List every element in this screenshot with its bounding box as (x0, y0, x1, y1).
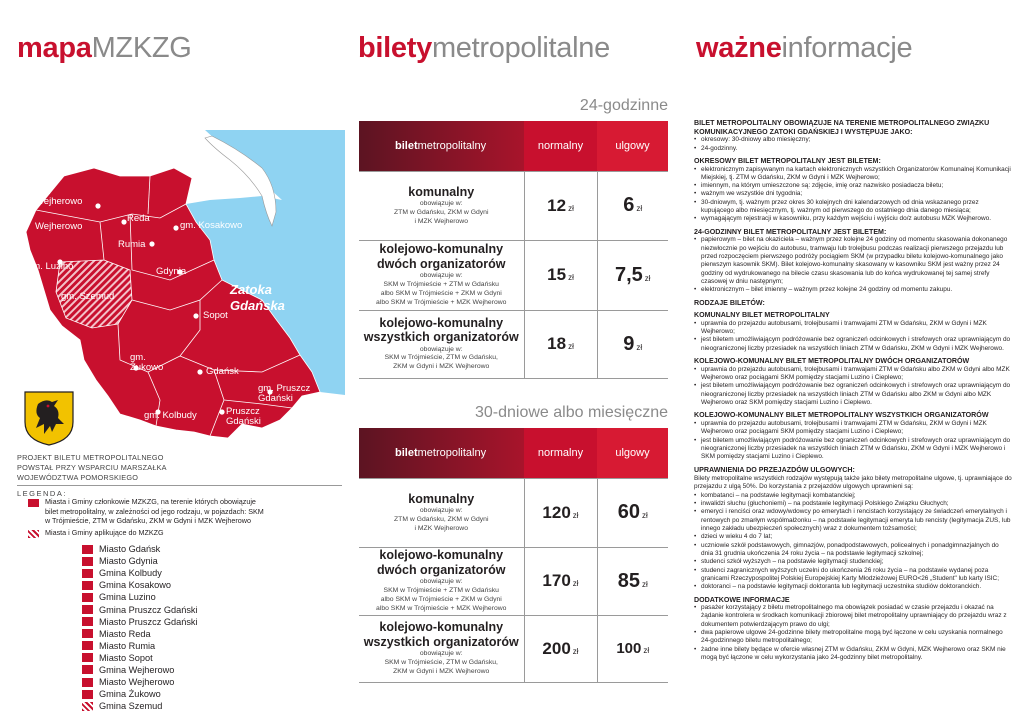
map-label-sopot: Sopot (203, 310, 228, 321)
info-list-item: • jest biletem umożliwiającym podróżowanie bez ograniczeń odcinkowych i strefowych oraz uprawniającym do nieograniczonej liczby przesiadek na wszystkich liniach ZTM w Gdańsku, ZKM w Gdyni i MZK Wejherowo. (694, 336, 1012, 353)
info-list-item: • uczniowie szkół podstawowych, gimnazjów, ponadpodstawowych, policealnych i ponadgimnazjalnych do dnia 31 grudnia ukończenia 24 roku życia – na podstawie legitymacji szkolnej; (694, 542, 1012, 559)
place-item: Miasto Wejherowo (82, 676, 198, 688)
info-list-item: • studenci zagranicznych wyższych uczelni do ukończenia 26 roku życia – na podstawie wydanej poza granicami Rzeczypospolitej Polskiej Europejskiej Karty Młodzieżowej EURO<26 „Student" lub karty ISIC; (694, 567, 1012, 584)
map-label-reda: Reda (127, 213, 150, 224)
info-list-item: • uprawnia do przejazdu autobusami, trolejbusami i tramwajami ZTM w Gdańsku albo ZKM w Gdyni albo MZK Wejherowo oraz pociągami SKM pomiędzy stacjami Luzino i Cieplewo; (694, 366, 1012, 383)
info-list-item: • inwalidzi słuchu (głuchoniemi) – na podstawie legitymacji Polskiego Związku Głuchych; (694, 500, 1012, 508)
info-list (694, 420, 1012, 462)
tickets-heading: biletymetropolitalne (358, 32, 610, 64)
info-list-item: • żadne inne bilety będące w ofercie własnej ZTM w Gdańsku, ZKM w Gdyni, MZK Wejherowo oraz SKM nie mogą być łączone w celu wykorzystania jako 24-godzinny bilet metropolitalny. (694, 646, 1012, 663)
daily-caption: 24-godzinne (579, 97, 668, 114)
info-list (694, 236, 1012, 294)
legend-applying-text: Miasta i Gminy aplikujące do MZKZG (45, 528, 164, 537)
info-list-item: • jest biletem umożliwiającym podróżowanie bez ograniczeń odcinkowych i strefowych oraz uprawniającym do nieograniczonej liczby przesiadek na wszystkich liniach ZTM w Gdańsku albo ZKM w Gdyni albo MZK Wejherowo oraz SKM pomiędzy stacjami Luzino i Cieplewo. (694, 382, 1012, 407)
info-list-item: • jest biletem umożliwiającym podróżowanie bez ograniczeń odcinkowych i strefowych oraz uprawniającym do nieograniczonej liczby przesiadek na wszystkich liniach ZTM w Gdańsku, ZKM w Gdyni i MZK Wejherowo i SKM pomiędzy stacjami Luzino i Cieplewo. (694, 437, 1012, 462)
place-item: Gmina Luzino (82, 591, 198, 603)
map-label-gm-kolbudy: gm. Kolbudy (144, 410, 197, 421)
info-section-text: Bilety metropolitalne wszystkich rodzajów występują także jako bilety metropolitalne ulgowe, tj. uprawniające do przejazdu z ulgą 50%. Do korzystania z przejazdów ulgowych uprawnieni są: (694, 475, 1012, 491)
map-label-gm-kosakowo: gm. Kosakowo (180, 220, 243, 231)
info-section-title: 24-GODZINNY BILET METROPOLITALNY JEST BILETEM: (694, 227, 887, 236)
sea-label-line1: Zatoka (230, 282, 272, 297)
place-item: Gmina Wejherowo (82, 664, 198, 676)
info-section-title: KOLEJOWO-KOMUNALNY BILET METROPOLITALNY DWÓCH ORGANIZATORÓW (694, 357, 970, 366)
legend-member (28, 497, 264, 526)
info-list (694, 492, 1012, 592)
place-item: Miasto Gdańsk (82, 543, 198, 555)
monthly-caption: 30-dniowe albo miesięczne (475, 404, 668, 421)
info-list-item: • kombatanci – na podstawie legitymacji kombatanckiej; (694, 492, 1012, 500)
table-row: komunalny obowiązuje w: ZTM w Gdańsku, ZKM w Gdyni i MZK Wejherowo 120 zł 60 zł (359, 478, 668, 547)
monthly-ticket-table (359, 428, 668, 683)
info-list-item: • emeryci i renciści oraz wdowy/wdowcy po emerytach i rencistach korzystający ze świadczeń emerytalnych i rentowych po zmarłym współmałżonku – na podstawie legitymacji emeryta lub rencisty (legitymacja ZUS, lub innego zakładu ubezpieczeń społecznych) wraz z dokumentem tożsamości; (694, 508, 1012, 533)
map-label-gm-wejherowo: gm. Wejherowo (35, 186, 83, 208)
place-item: Miasto Rumia (82, 640, 198, 652)
place-item: Gmina Szemud (82, 700, 198, 712)
info-list-item: • 24-godzinny. (694, 145, 1012, 153)
info-section-title: BILET METROPOLITALNY OBOWIĄZUJE NA TERENIE METROPOLITALNEGO ZWIĄZKU KOMUNIKACYJNEGO ZATOKI GDAŃSKIEJ I WYSTĘPUJE JAKO: (694, 119, 990, 136)
map-label-gm-pruszcz: gm. Pruszcz Gdański (258, 383, 311, 405)
info-list (694, 166, 1012, 224)
col-header-ticket: biletmetropolitalny (359, 121, 524, 171)
table-row: kolejowo-komunalny dwóch organizatorów obowiązuje w: SKM w Trójmieście + ZTM w Gdańsku albo SKM w Trójmieście + ZKM w Gdyni albo SKM w Trójmieście + MZK Wejherowo 170 zł 85 zł (359, 547, 668, 615)
col-header-normal: normalny (524, 428, 597, 478)
legend-applying-swatch (28, 530, 39, 538)
map-column (0, 0, 345, 725)
pomorskie-crest-logo (22, 390, 76, 446)
info-list-item: • imiennym, na którym umieszczone są: zdjęcie, imię oraz nazwisko posiadacza biletu; (694, 182, 1012, 190)
info-list-item: • dzieci w wieku 4 do 7 lat; (694, 533, 1012, 541)
col-header-reduced: ulgowy (597, 121, 668, 171)
info-section-title: RODZAJE BILETÓW: (694, 298, 765, 307)
info-list-item: • okresowy: 30-dniowy albo miesięczny; (694, 136, 1012, 144)
map-label-gm-zukowo: gm. Żukowo (130, 352, 164, 374)
info-heading: ważneinformacje (696, 32, 913, 64)
info-list-item: • doktoranci – na podstawie legitymacji doktoranta lub legitymacji uczestnika studiów doktoranckich. (694, 583, 1012, 591)
place-item: Miasto Sopot (82, 652, 198, 664)
place-item: Miasto Reda (82, 628, 198, 640)
legend-title: LEGENDA: (17, 485, 342, 498)
map-label-gdynia: Gdynia (156, 266, 187, 277)
info-section-title: OKRESOWY BILET METROPOLITALNY JEST BILETEM: (694, 156, 881, 165)
info-list-item: • ważnym we wszystkie dni tygodnia; (694, 190, 1012, 198)
info-list-item: • studenci szkół wyższych – na podstawie legitymacji studenckiej; (694, 558, 1012, 566)
info-section-title: UPRAWNIENIA DO PRZEJAZDÓW ULGOWYCH: (694, 465, 855, 474)
map-label-pruszcz: Pruszcz Gdański (226, 406, 261, 428)
map-heading: mapaMZKZG (17, 32, 192, 64)
info-section-title: DODATKOWE INFORMACJE (694, 595, 790, 604)
legend-member-text: Miasta i Gminy członkowie MZKZG, na terenie których obowiązuje bilet metropolitalny, w zależności od jego rodzaju, w pojazdach: SKM w Trójmieście, ZTM w Gdańsku, ZKM w Gdyni i MZK Wejherowo (45, 497, 264, 526)
place-item: Gmina Kolbudy (82, 567, 198, 579)
place-item: Miasto Gdynia (82, 555, 198, 567)
legend-applying (28, 528, 264, 538)
table-row: kolejowo-komunalny wszystkich organizatorów obowiązuje w: SKM w Trójmieście, ZTM w Gdańsku, ZKM w Gdyni i MZK Wejherowo 200 zł 100 zł (359, 615, 668, 682)
info-section-title: KOLEJOWO-KOMUNALNY BILET METROPOLITALNY WSZYSTKICH ORGANIZATORÓW (694, 411, 989, 420)
table-row: kolejowo-komunalny dwóch organizatorów obowiązuje w: SKM w Trójmieście + ZTM w Gdańsku albo SKM w Trójmieście + ZKM w Gdyni albo SKM w Trójmieście + MZK Wejherowo 15 zł 7,5 zł (359, 240, 668, 310)
info-list-item: • elektronicznym zapisywanym na kartach elektronicznych wszystkich Organizatorów Komunalnej Komunikacji Miejskiej, tj. ZTM w Gdańsku, ZKM w Gdyni i MZK Wejherowo; (694, 166, 1012, 183)
place-item: Gmina Żukowo (82, 688, 198, 700)
info-list (694, 604, 1012, 662)
place-list (82, 543, 198, 712)
info-section-title: KOMUNALNY BILET METROPOLITALNY (694, 311, 830, 320)
daily-ticket-table (359, 121, 668, 379)
map-label-gdansk: Gdańsk (206, 366, 239, 377)
info-list-item: • dwa papierowe ulgowe 24-godzinne bilety metropolitalne mogą być łączone w celu uzyskania normalnego 24-godzinnego biletu metropolitalnego; (694, 629, 1012, 646)
map-label-gm-luzino: gm. Luzino (27, 261, 74, 272)
info-list (694, 320, 1012, 353)
legend-member-swatch (28, 499, 39, 507)
map-label-wejherowo: Wejherowo (35, 221, 83, 232)
table-row: kolejowo-komunalny wszystkich organizatorów obowiązuje w: SKM w Trójmieście, ZTM w Gdańsku, ZKM w Gdyni i MZK Wejherowo 18 zł 9 zł (359, 310, 668, 378)
info-list-item: • uprawnia do przejazdu autobusami, trolejbusami i tramwajami ZTM w Gdańsku, ZKM w Gdyni i MZK Wejherowo oraz pociągami SKM pomiędzy stacjami Luzino i Cieplewo; (694, 420, 1012, 437)
info-list-item: • pasażer korzystający z biletu metropolitalnego ma obowiązek posiadać w czasie przejazdu i okazać na żądanie kontrolera w środkach komunikacji zbiorowej bilet metropolitalny uprawniający do przejazdu wraz z dokumentem potwierdzającym prawo do ulgi; (694, 604, 1012, 629)
col-header-ticket: biletmetropolitalny (359, 428, 524, 478)
info-list (694, 366, 1012, 408)
table-row: komunalny obowiązuje w: ZTM w Gdańsku, ZKM w Gdyni i MZK Wejherowo 12 zł 6 zł (359, 171, 668, 240)
map-label-gm-szemud: gm. Szemud (61, 291, 115, 302)
map-label-rumia: Rumia (118, 239, 146, 250)
important-info-column (694, 119, 1012, 662)
map-label-sea (230, 282, 285, 315)
info-list-item: • elektronicznym – bilet imienny – ważnym przez kolejne 24 godziny od momentu zakupu. (694, 286, 1012, 294)
place-item: Miasto Pruszcz Gdański (82, 616, 198, 628)
info-list (694, 136, 1012, 153)
info-list-item: • uprawnia do przejazdu autobusami, trolejbusami i tramwajami ZTM w Gdańsku, ZKM w Gdyni i MZK Wejherowo; (694, 320, 1012, 337)
info-list-item: • papierowym – bilet na okaziciela – ważnym przez kolejne 24 godziny od momentu skasowania dokonanego niezwłocznie po wejściu do autobusu, tramwaju lub trolejbusu podczas realizacji pierwszego przejazdu lub przed rozpoczęciem pierwszego podróży pociągiem SKM (w przypadku biletu kolejowo-komunalnego jako pierwszym kasownik SKM). Bilet kolejowo-komunalny skasowany w kasowniku SKM jest ważny przez 24 godziny od wydrukowanego na bilecie czasu skasowania lub do końca wydrukowanej tej samej strefy czasowej w dniu następnym; (694, 236, 1012, 286)
col-header-normal: normalny (524, 121, 597, 171)
sea-label-line2: Gdańska (230, 298, 285, 314)
info-list-item: • wymagającym rejestracji w kasowniku, przy każdym wejściu i wyjściu do/z autobusu MZK Wejherowo. (694, 215, 1012, 223)
col-header-reduced: ulgowy (597, 428, 668, 478)
place-item: Gmina Kosakowo (82, 579, 198, 591)
place-item: Gmina Pruszcz Gdański (82, 603, 198, 615)
info-list-item: • 30-dniowym, tj. ważnym przez okres 30 kolejnych dni kalendarzowych od dnia wskazanego przez kupującego albo miesięcznym, tj. ważnym od pierwszego do ostatniego dnia danego miesiąca; (694, 199, 1012, 216)
project-note: PROJEKT BILETU METROPOLITALNEGO POWSTAŁ PRZY WSPARCIU MARSZAŁKA WOJEWÓDZTWA POMORSKIEGO (17, 453, 167, 482)
